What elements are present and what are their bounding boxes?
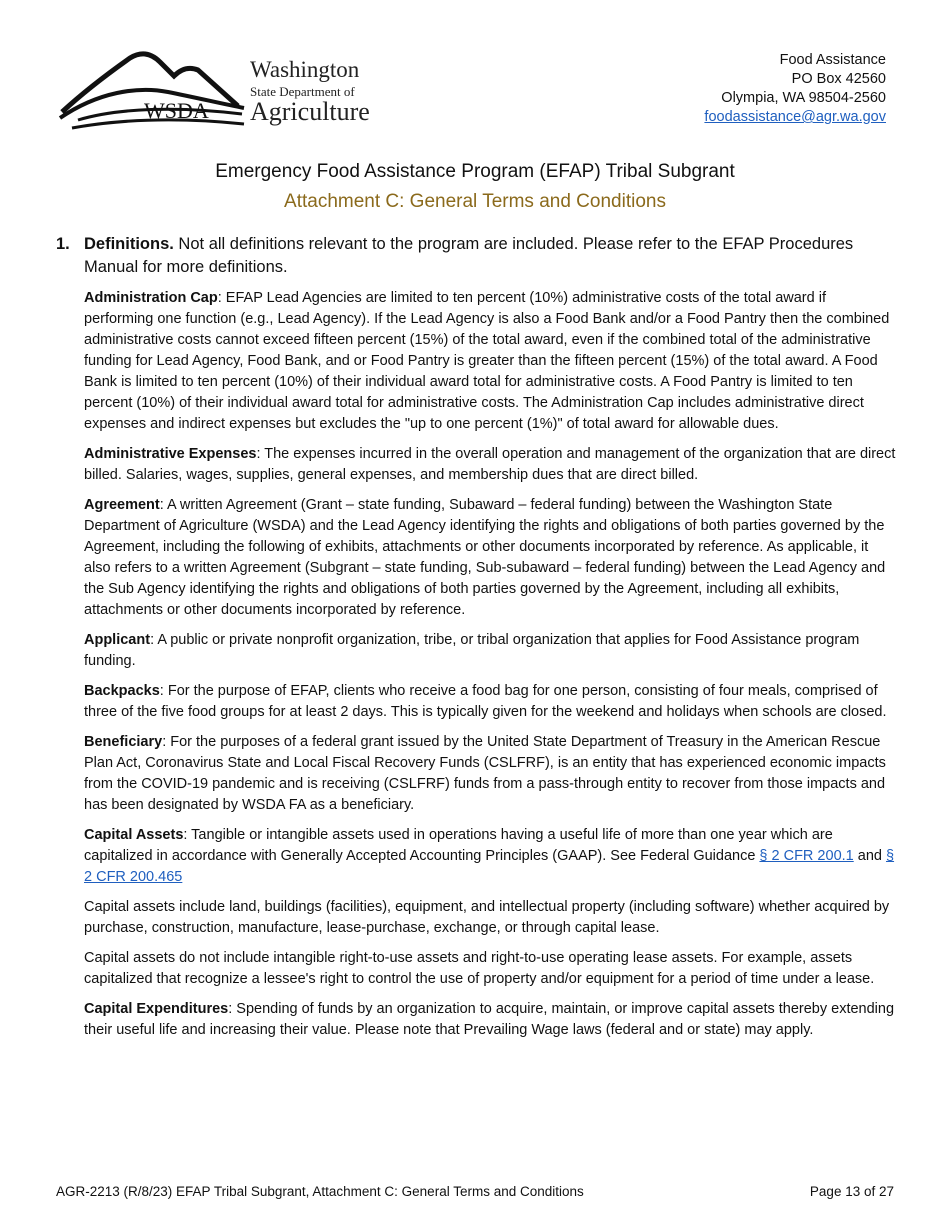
definition-term: Capital Expenditures [84,1001,229,1017]
section-intro: Not all definitions relevant to the program are included. Please refer to the EFAP Procedures Manual for more definitions. [84,235,854,276]
mountain-logo-icon [58,48,248,136]
logo-line-1: Washington [250,57,360,82]
footer-form-id: AGR-2213 (R/8/23) EFAP Tribal Subgrant, Attachment C: General Terms and Conditions [56,1184,584,1199]
definition-text: : Spending of funds by an organization to acquire, maintain, or improve capital assets thereby extending their useful life and increasing their value. Please note that Prevailing Wage laws (federal and or state) may apply. [84,1001,895,1038]
contact-line-2: PO Box 42560 [791,71,886,87]
definition-text: : The expenses incurred in the overall operation and management of the organization that are direct billed. Salaries, wages, supplies, general expenses, and membership dues that are direct billed. [84,446,896,483]
definition-item [84,999,896,1041]
definition-item [84,732,896,816]
definition-term: Administration Cap [84,290,218,306]
definition-term: Beneficiary [84,734,163,750]
definition-text: : EFAP Lead Agencies are limited to ten percent (10%) administrative costs of the total award if performing one function (e.g., Lead Agency). If the Lead Agency is also a Food Bank and/or a Food Pantry then the combined administrative costs cannot exceed fifteen percent (15%) of the total award, even if the combined total of the administrative funding for Lead Agency, Food Bank, and or Food Pantry is greater than the fifteen percent (15%) of the total award. A Food Bank is limited to ten percent (10%) of their individual award total for administrative costs. A Food Pantry is limited to ten percent (10%) of their individual award total for administrative costs. The Administration Cap includes administrative direct expenses and indirect expenses but excludes the "up to one percent (1%)" of total award for allowable dues. [84,290,890,432]
document-titles [0,160,950,215]
logo-mark-text: WSDA [144,98,209,123]
definitions-section [56,233,896,1050]
definition-term: Administrative Expenses [84,446,257,462]
contact-block [704,51,886,127]
definition-term: Capital Assets [84,827,184,843]
definition-item [84,630,896,672]
document-subtitle: Attachment C: General Terms and Conditions [284,191,666,212]
section-heading [56,233,896,279]
document-title: Emergency Food Assistance Program (EFAP) Tribal Subgrant [215,161,735,182]
definition-term: Applicant [84,632,151,648]
definition-text: : A written Agreement (Grant – state funding, Subaward – federal funding) between the Washington State Department of Agriculture (WSDA) and the Lead Agency identifying the rights and obligations of both parties governed by the Agreement, including the following of exhibits, attachments or other documents incorporated by reference. As applicable, it also refers to a written Agreement (Subgrant – state funding, Sub-subaward – federal funding) between the Lead Agency and the Sub Agency identifying the rights and obligations of both parties governed by the Agreement, including all exhibits, attachments or other documents incorporated by reference. [84,497,886,618]
body-paragraph: Capital assets do not include intangible right-to-use assets and right-to-use operating lease assets. For example, assets capitalized that recognize a lessee's right to control the use of property and/or equipment for a period of time under a lease. [84,950,875,987]
body-paragraph: Capital assets include land, buildings (facilities), equipment, and intellectual property (including software) whether acquired by purchase, construction, manufacture, lease-purchase, exchange, or through capital lease. [84,899,890,936]
contact-line-1: Food Assistance [779,52,886,68]
definition-item [84,288,896,435]
logo-line-3: Agriculture [250,97,370,126]
definition-item [84,444,896,486]
contact-email-link[interactable]: foodassistance@agr.wa.gov [704,109,886,125]
definition-text: : For the purpose of EFAP, clients who receive a food bag for one person, consisting of four meals, comprised of three of the five food groups for at least 2 days. This is typically given for the weekend and holidays when schools are closed. [84,683,887,720]
cfr-200-1-link[interactable]: § 2 CFR 200.1 [759,848,854,864]
footer-page-number: Page 13 of 27 [809,1184,894,1199]
section-number: 1. [56,235,70,253]
definition-text-join: and [853,848,886,864]
definitions-list [56,288,896,1041]
definition-item [84,681,896,723]
definition-term: Backpacks [84,683,160,699]
definition-text: : A public or private nonprofit organization, tribe, or tribal organization that applies for Food Assistance program funding. [84,632,860,669]
definition-text: : For the purposes of a federal grant issued by the United State Department of Treasury in the American Rescue Plan Act, Coronavirus State and Local Fiscal Recovery Funds (CSLFRF), is an entity that has experienced economic impacts from the COVID-19 pandemic and is receiving (CSLFRF) funds from a pass-through entity to recover from those impacts and has been designated by WSDA FA as a beneficiary. [84,734,886,813]
definition-item [84,495,896,621]
cfr-200-465-link[interactable]: § 2 CFR 200.465 [84,848,895,885]
logo-line-2: State Department of [250,84,355,99]
logo-wordmark [250,58,370,125]
contact-line-3: Olympia, WA 98504-2560 [721,90,886,106]
definition-item [84,825,896,888]
section-title: Definitions. [84,235,174,253]
definition-term: Agreement [84,497,160,513]
definition-text: : Tangible or intangible assets used in operations having a useful life of more than one year which are capitalized in accordance with Generally Accepted Accounting Principles (GAAP). See Federal Guidance [84,827,833,864]
